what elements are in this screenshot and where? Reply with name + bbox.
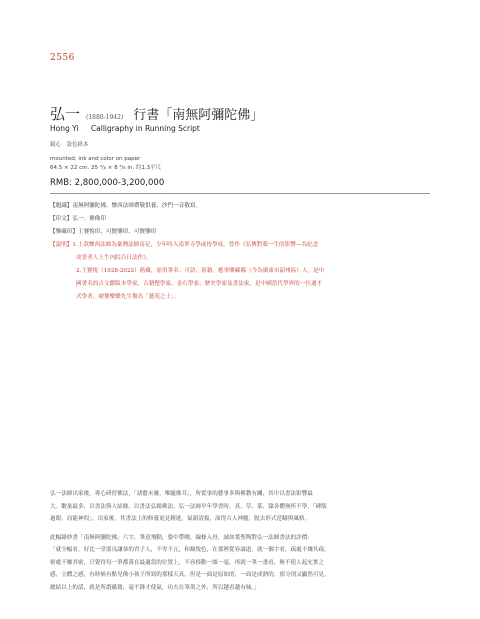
note-text: 1.上款懷西法師為臺灣法師南足，少年時入南華寺學或皆學戒，曾作《弘傳對我一生的影響—為紀念 (72, 242, 319, 248)
essay-line: 此幅錄妙書「南無阿彌陀佛」六字，筆意飛動，姿中帶剛，線條入骨，誠如葉聖陶對弘一法師書法的評價： (50, 534, 313, 541)
note-continuation-line: 國著名的古文獻版本學家、古籍整學家、金石學家、歷史學家及書法家，是中國當代學界的一位通才 (76, 281, 323, 287)
essay-line: 過眼，而能神似」，出家後，其書法上的修養更見精進，氣韻清拔，深得古人神髓，脫去形式范疇與風格。 (50, 516, 311, 522)
note-continuation-line: 虔普者人上生內院百日法作》。 (76, 255, 152, 261)
note-seals (50, 213, 430, 226)
note-text: 南無阿彌陀佛。懷西法師禮敬供養，沙門一音敬寫。 (72, 203, 202, 209)
medium-en: mounted; ink and color on paper (50, 156, 141, 162)
lot-number: 2556 (50, 53, 75, 63)
essay-line: 密處不嫌其密，只覺得每一筆都落在最適當的位置上，不容移動一絲一毫，再就一筆一畫看，無不使人起充實之 (50, 559, 325, 566)
essay-line: 感，立體之感，有時候有點兒像小孩子所寫的那樣天真，但是一面是原始的，一面是成熟的，那分別又顯然可見， (50, 572, 330, 578)
estimate: RMB: 2,800,000-3,200,000 (50, 178, 165, 188)
essay-paragraph (50, 488, 430, 526)
note-continuation-line: 2.王賽悅（1928-2022）舊藏，原用筆名：可語，祖籍，應事鑒藏縣（今為廣東市韶州區）人。是中 (76, 268, 325, 274)
essay (50, 488, 430, 594)
essay-line: 總結以上的話，就是所謂蘊藉，毫不鋒才使氣，功夫在筆墨之外，所以越看越有味。」 (50, 584, 260, 591)
work-title: 行書「南無阿彌陀佛」 (133, 108, 264, 123)
note-tag: 【題識】 (50, 203, 73, 209)
essay-line: 弘一法師出家後，專心研習佛法，「諸藝未廢，唯隨佛耳」，所從事的藝事多與佛教有關，其中以書法影響最 (50, 491, 313, 497)
essay-line: 「就全幅看，好比一堂溫良謙恭的君子人，不卑不亢，和顏悅色，在那裡從容論道，就一個字看，疏處不嫌其疏， (50, 547, 330, 553)
essay-line: 大。數量最多，以書法與人結緣，以書法弘揚佛法，弘一法師早年學書時，真、草、篆、隸各體無所不學，「碑版 (50, 503, 327, 510)
catalogue-notes (50, 200, 430, 304)
dimensions: 64.5 × 22 cm. 25 ³/₈ × 8 ⁵/₈ in. 約1.3平尺 (50, 165, 162, 171)
note-continuation-line: 式學者。被譽樂樂先生譽為「藝苑之士」。 (76, 294, 180, 300)
note-tag: 【說明】 (50, 242, 73, 248)
note-tag: 【鑒藏印】 (50, 229, 78, 235)
artist-name: 弘一 (50, 105, 81, 123)
note-explanation (50, 239, 430, 252)
english-artist: Hong Yi (50, 124, 79, 133)
essay-paragraph (50, 532, 430, 595)
english-work-title: Calligraphy in Running Script (90, 124, 200, 133)
note-text: 王賽悅印、可賢鑒印、可賢鑒印 (77, 229, 157, 235)
format-zh: 鏡心 設色紙本 (50, 142, 89, 148)
note-text: 弘一、佛像印 (72, 216, 106, 222)
english-title (50, 124, 200, 133)
title-row (50, 103, 263, 124)
divider (50, 193, 430, 194)
note-collector-seals (50, 226, 430, 239)
note-inscription (50, 200, 430, 213)
note-tag: 【印文】 (50, 216, 73, 222)
artist-dates: (1880-1942) (86, 114, 124, 121)
